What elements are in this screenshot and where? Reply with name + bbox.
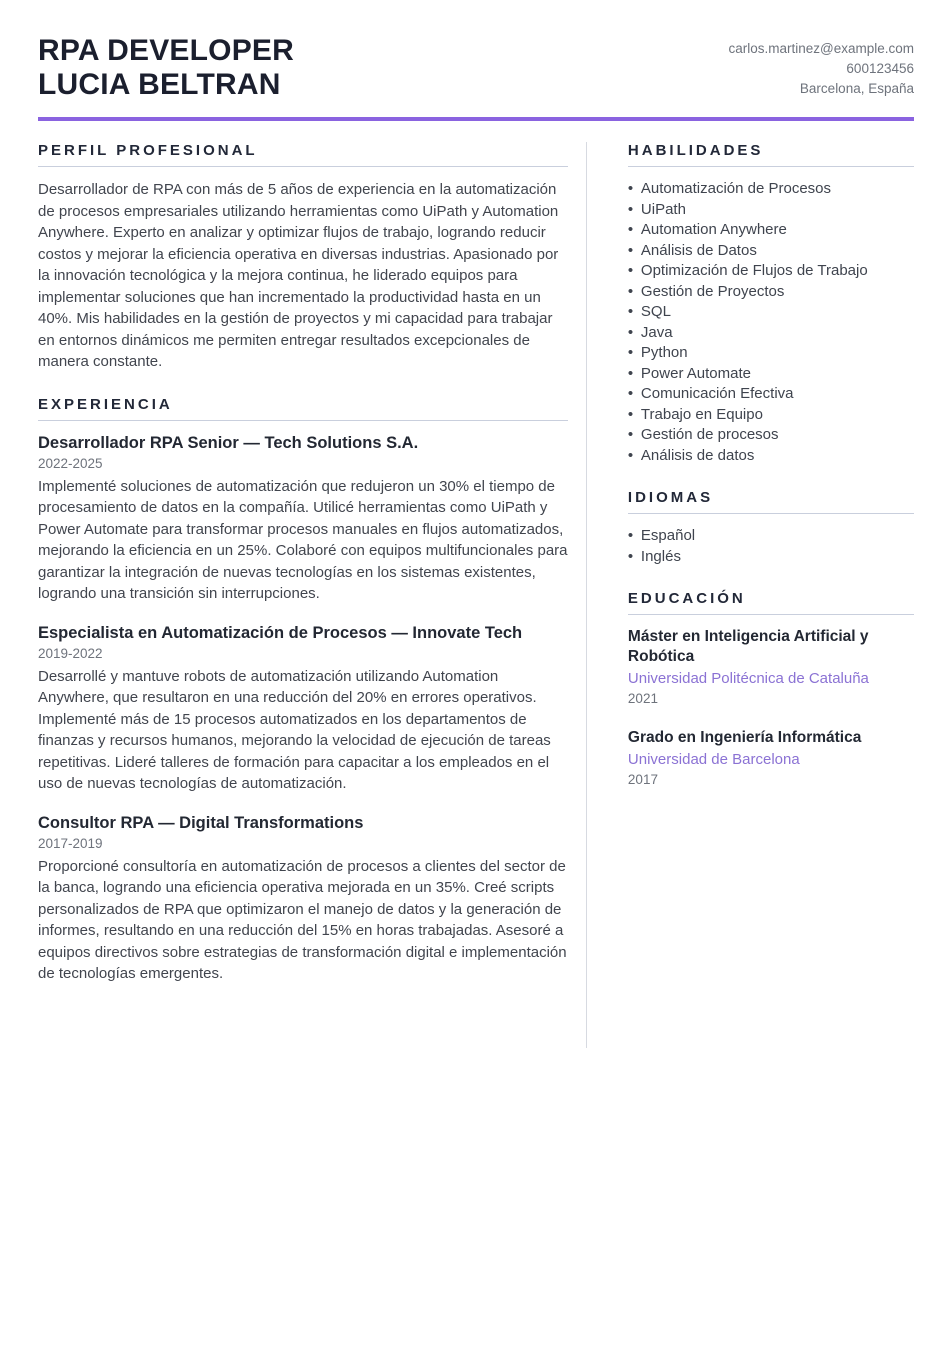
column-divider xyxy=(586,142,587,1048)
skill-item: • Comunicación Efectiva xyxy=(628,384,914,405)
skill-item: • Python xyxy=(628,343,914,364)
job-list xyxy=(38,433,568,985)
job-dates: 2019-2022 xyxy=(38,645,103,661)
job-dates: 2017-2019 xyxy=(38,835,103,851)
education-heading: EDUCACIÓN xyxy=(628,590,914,615)
accent-divider xyxy=(38,117,914,121)
main-column xyxy=(38,142,568,1048)
section-experience xyxy=(38,396,568,985)
contact-line: carlos.martinez@example.com xyxy=(728,41,914,56)
language-item: • Inglés xyxy=(628,547,914,568)
sidebar-column xyxy=(628,142,914,1048)
title-role: RPA DEVELOPER xyxy=(38,34,294,67)
skill-item: • Power Automate xyxy=(628,364,914,385)
skill-item: • SQL xyxy=(628,302,914,323)
header xyxy=(38,34,914,102)
experience-heading: EXPERIENCIA xyxy=(38,396,568,421)
skill-item: • Análisis de Datos xyxy=(628,241,914,262)
skill-item: • Trabajo en Equipo xyxy=(628,405,914,426)
page-title xyxy=(38,34,294,102)
job-entry xyxy=(38,813,568,985)
skills-heading: HABILIDADES xyxy=(628,142,914,167)
skill-item: • Gestión de procesos xyxy=(628,425,914,446)
job-title: Especialista en Automatización de Procesos — Innovate Tech xyxy=(38,623,523,642)
job-entry xyxy=(38,623,568,795)
skill-item: • Automation Anywhere xyxy=(628,220,914,241)
skill-item: • Automatización de Procesos xyxy=(628,179,914,200)
education-entry xyxy=(628,728,914,787)
education-school-link[interactable]: Universidad de Barcelona xyxy=(627,751,800,768)
job-title: Desarrollador RPA Senior — Tech Solutions S.A. xyxy=(38,433,419,452)
profile-text: Desarrollador de RPA con más de 5 años de experiencia en la automatización de procesos empresariales utilizando herramientas como UiPath y Automation Anywhere. Experto en analizar y optimizar flujos de trabajo, logrando reducir costos y mejorar la eficiencia operativa en diversas industrias. Apasionado por la innovación tecnológica y la mejora continua, he liderado equipos para implementar soluciones que han incrementado la productividad hasta en un 40%. Mis habilidades en la gestión de proyectos y mi capacidad para trabajar en entornos dinámicos me permiten entregar resultados excepcionales de manera constante. xyxy=(38,181,559,370)
skill-item: • Análisis de datos xyxy=(628,446,914,467)
section-profile xyxy=(38,142,568,373)
skills-list xyxy=(628,179,914,466)
section-education xyxy=(628,590,914,787)
contact-line: 600123456 xyxy=(846,61,914,76)
skill-item: • Java xyxy=(628,323,914,344)
job-description: Implementé soluciones de automatización que redujeron un 30% el tiempo de procesamiento de datos en la compañía. Utilicé herramientas como UiPath y Power Automate para transformar procesos manuales en flujos automatizados, mejorando la eficiencia en un 25%. Colaboré con equipos multifuncionales para garantizar la integración de nuevas tecnologías en los sistemas existentes, logrando una transición sin interrupciones. xyxy=(38,477,568,602)
languages-heading: IDIOMAS xyxy=(628,489,914,514)
language-item: • Español xyxy=(628,526,914,547)
skill-item: • Gestión de Proyectos xyxy=(628,282,914,303)
job-entry xyxy=(38,433,568,605)
profile-heading: PERFIL PROFESIONAL xyxy=(38,142,568,167)
education-entry xyxy=(628,627,914,706)
job-description: Desarrollé y mantuve robots de automatización utilizando Automation Anywhere, que resultaron en una reducción del 20% en errores operativos. Implementé más de 15 procesos automatizados en los departamentos de finanzas y recursos humanos, mejorando la velocidad de ejecución de tareas repetitivas. Lideré talleres de formación para capacitar a los empleados en el uso de nuevas tecnologías de automatización. xyxy=(38,667,551,792)
skill-item: • Optimización de Flujos de Trabajo xyxy=(628,261,914,282)
education-year: 2021 xyxy=(627,691,658,706)
section-languages xyxy=(628,489,914,567)
content-columns xyxy=(38,142,914,1048)
job-title: Consultor RPA — Digital Transformations xyxy=(38,813,364,832)
section-skills xyxy=(628,142,914,466)
contact-line: Barcelona, España xyxy=(799,81,914,96)
education-year: 2017 xyxy=(627,772,658,787)
contact-info xyxy=(728,39,914,99)
education-degree: Máster en Inteligencia Artificial y Robótica xyxy=(627,628,869,665)
education-list xyxy=(628,627,914,787)
job-dates: 2022-2025 xyxy=(38,455,103,471)
education-school-link[interactable]: Universidad Politécnica de Cataluña xyxy=(627,670,869,687)
title-name: LUCIA BELTRAN xyxy=(38,68,281,101)
skill-item: • UiPath xyxy=(628,200,914,221)
education-degree: Grado en Ingeniería Informática xyxy=(627,729,862,746)
languages-list xyxy=(628,526,914,567)
job-description: Proporcioné consultoría en automatización de procesos a clientes del sector de la banca, logrando una eficiencia operativa mejorada en un 35%. Creé scripts personalizados de RPA que optimizaron el manejo de datos y la generación de informes, resultando en una reducción del 15% en horas trabajadas. Asesoré a equipos directivos sobre estrategias de transformación digital e implementación de tecnologías emergentes. xyxy=(38,857,567,982)
